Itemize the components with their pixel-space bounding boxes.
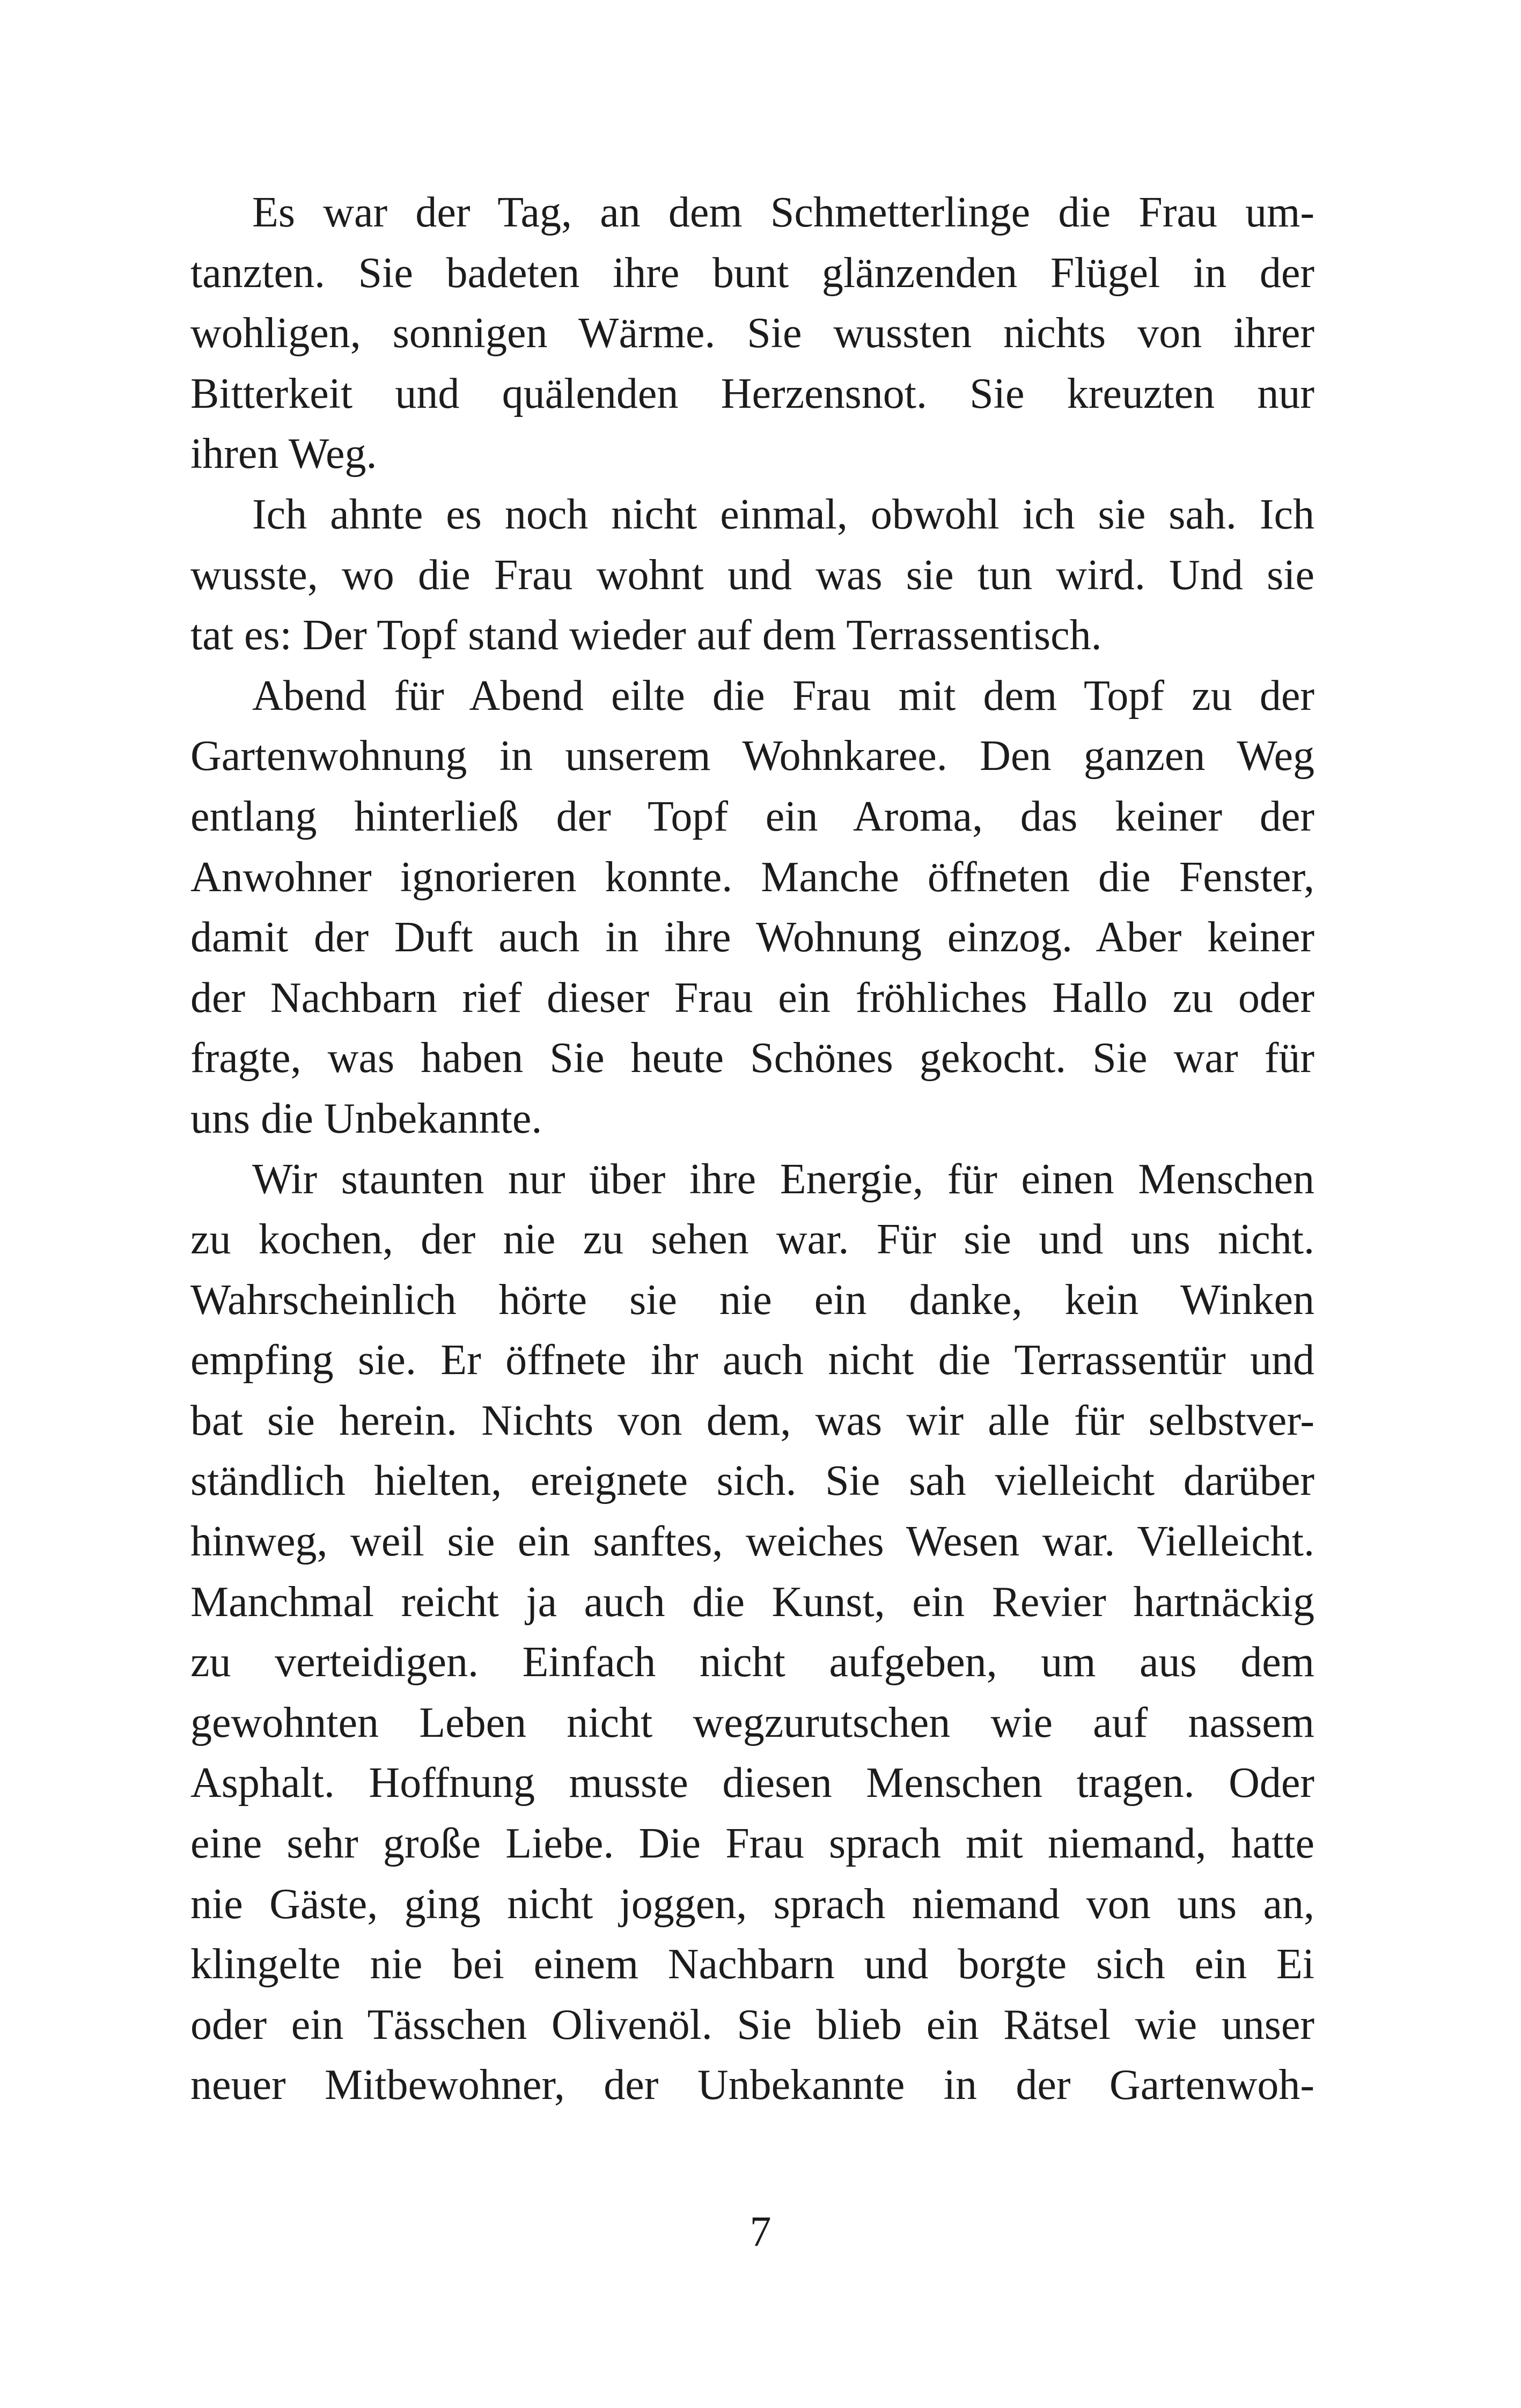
text-line: eine sehr große Liebe. Die Frau sprach mit niemand, hatte	[190, 1820, 1314, 1868]
text-line: ständlich hielten, ereignete sich. Sie sah vielleicht darüber	[190, 1457, 1314, 1505]
text-line: tanzten. Sie badeten ihre bunt glänzenden Flügel in der	[190, 249, 1314, 297]
text-line: Gartenwohnung in unserem Wohnkaree. Den ganzen Weg	[190, 732, 1314, 780]
text-line: Anwohner ignorieren konnte. Manche öffneten die Fenster,	[190, 853, 1314, 901]
text-line: gewohnten Leben nicht wegzurutschen wie auf nassem	[190, 1699, 1314, 1746]
text-line: damit der Duft auch in ihre Wohnung einzog. Aber keiner	[190, 914, 1314, 961]
text-line: bat sie herein. Nichts von dem, was wir alle für selbstver-	[190, 1397, 1314, 1444]
text-line: fragte, was haben Sie heute Schönes gekocht. Sie war für	[190, 1034, 1314, 1082]
text-line: Asphalt. Hoffnung musste diesen Menschen tragen. Oder	[190, 1759, 1314, 1807]
text-line: der Nachbarn rief dieser Frau ein fröhliches Hallo zu oder	[190, 974, 1314, 1022]
text-line: ihren Weg.	[190, 430, 377, 478]
page-number: 7	[750, 2208, 771, 2256]
text-line: hinweg, weil sie ein sanftes, weiches Wesen war. Vielleicht.	[190, 1518, 1314, 1566]
body-text	[190, 182, 1314, 2116]
text-line: uns die Unbekannte.	[190, 1095, 542, 1142]
text-line: tat es: Der Topf stand wieder auf dem Terrassentisch.	[190, 612, 1102, 659]
text-line: Es war der Tag, an dem Schmetterlinge die Frau um-	[252, 189, 1314, 236]
text-line: wusste, wo die Frau wohnt und was sie tun wird. Und sie	[190, 551, 1314, 599]
text-line: Abend für Abend eilte die Frau mit dem Topf zu der	[252, 672, 1314, 720]
text-line: Ich ahnte es noch nicht einmal, obwohl ich sie sah. Ich	[252, 490, 1314, 538]
text-line: nie Gäste, ging nicht joggen, sprach niemand von uns an,	[190, 1880, 1314, 1928]
text-line: zu verteidigen. Einfach nicht aufgeben, um aus dem	[190, 1639, 1314, 1686]
text-line: wohligen, sonnigen Wärme. Sie wussten nichts von ihrer	[190, 310, 1314, 357]
text-line: oder ein Tässchen Olivenöl. Sie blieb ein Rätsel wie unser	[190, 2001, 1314, 2049]
text-line: Wir staunten nur über ihre Energie, für einen Menschen	[252, 1155, 1314, 1203]
text-line: Manchmal reicht ja auch die Kunst, ein Revier hartnäckig	[190, 1578, 1314, 1626]
text-line: Bitterkeit und quälenden Herzensnot. Sie kreuzten nur	[190, 370, 1314, 417]
text-line: klingelte nie bei einem Nachbarn und borgte sich ein Ei	[190, 1941, 1314, 1988]
text-line: Wahrscheinlich hörte sie nie ein danke, kein Winken	[190, 1276, 1314, 1324]
text-line: neuer Mitbewohner, der Unbekannte in der Gartenwoh-	[190, 2061, 1314, 2109]
text-line: empfing sie. Er öffnete ihr auch nicht die Terrassentür und	[190, 1337, 1314, 1384]
text-line: zu kochen, der nie zu sehen war. Für sie und uns nicht.	[190, 1216, 1314, 1264]
text-line: entlang hinterließ der Topf ein Aroma, das keiner der	[190, 792, 1314, 840]
